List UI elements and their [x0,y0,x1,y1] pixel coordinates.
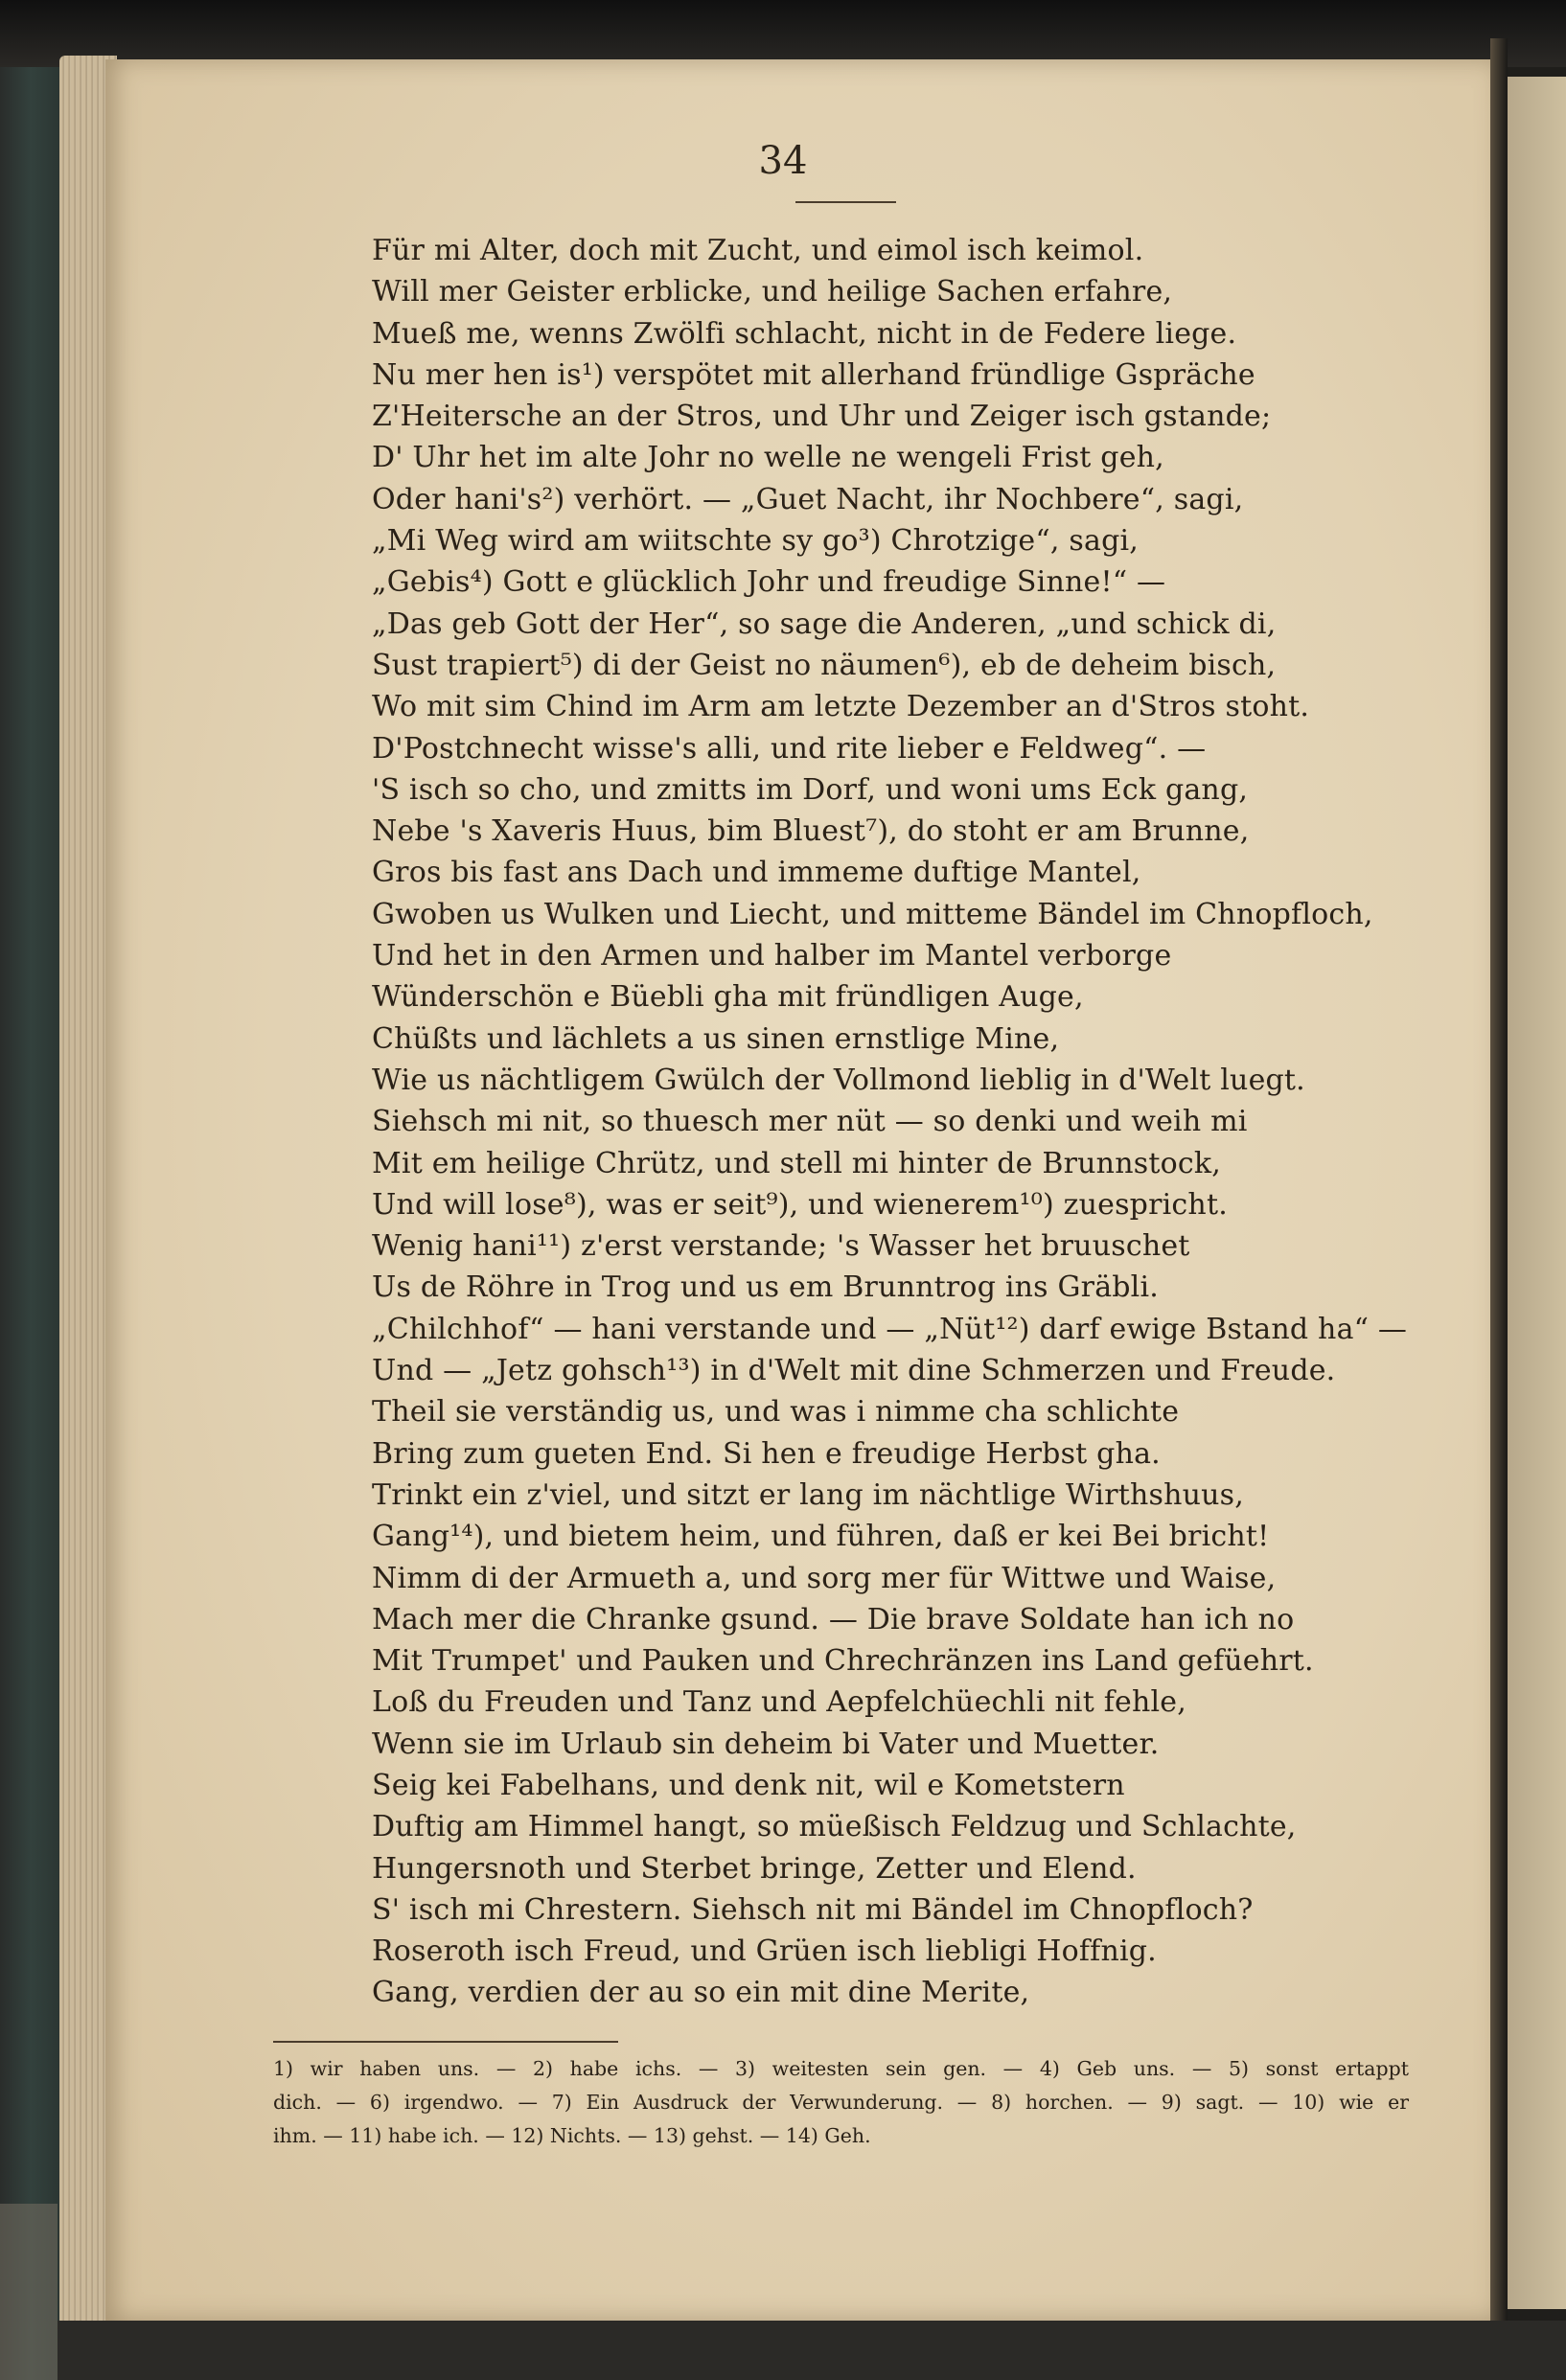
poem-line: Nimm di der Armueth a, und sorg mer für Wittwe und Waise, [372,1561,1277,1595]
poem-line: Wenn sie im Urlaub sin deheim bi Vater und Muetter. [372,1727,1160,1761]
poem-line: Nebe 's Xaveris Huus, bim Bluest⁷), do stoht er am Brunne, [372,814,1250,849]
poem-line: Hungersnoth und Sterbet bringe, Zetter und Elend. [372,1851,1137,1886]
poem-line: Wo mit sim Chind im Arm am letzte Dezember an d'Stros stoht. [372,690,1310,724]
cover-worn-corner [0,2204,58,2380]
poem-line: Oder hani's²) verhört. — „Guet Nacht, ihr Nochbere“, sagi, [372,482,1244,516]
bottom-board [58,2321,1566,2380]
poem-line: Gang, verdien der au so ein mit dine Merite, [372,1976,1030,2010]
poem-line: Mit em heilige Chrütz, und stell mi hinter de Brunnstock, [372,1146,1221,1180]
poem-line: Duftig am Himmel hangt, so müeßisch Feldzug und Schlachte, [372,1810,1297,1844]
poem-line: Sust trapiert⁵) di der Geist no näumen⁶), eb de deheim bisch, [372,648,1277,682]
poem-line: Mit Trumpet' und Pauken und Chrechränzen ins Land gefüehrt. [372,1644,1314,1679]
poem-line: Loß du Freuden und Tanz und Aepfelchüechli nit fehle, [372,1685,1186,1720]
poem-line: Siehsch mi nit, so thuesch mer nüt — so denki und weih mi [372,1105,1248,1139]
poem-line: Gwoben us Wulken und Liecht, und mitteme Bändel im Chnopfloch, [372,897,1373,931]
poem-line: Bring zum gueten End. Si hen e freudige Herbst gha. [372,1436,1161,1471]
poem-line: Wie us nächtligem Gwülch der Vollmond lieblig in d'Welt luegt. [372,1063,1305,1097]
poem-line: Und will lose⁸), was er seit⁹), und wienerem¹⁰) zuespricht. [372,1187,1228,1222]
poem-line: Mueß me, wenns Zwölfi schlacht, nicht in de Federe liege. [372,316,1237,351]
poem-line: Und het in den Armen und halber im Mantel verborge [372,939,1172,973]
poem-line: Seig kei Fabelhans, und denk nit, wil e Kometstern [372,1768,1125,1802]
poem-line: D'Postchnecht wisse's alli, und rite lieber e Feldweg“. — [372,731,1207,766]
poem-text [372,230,1445,2014]
footnote-rule [273,2041,618,2043]
poem-line: Gros bis fast ans Dach und immeme duftige Mantel, [372,856,1141,890]
footnote-line: 1) wir haben uns. — 2) habe ichs. — 3) weitesten sein gen. — 4) Geb uns. — 5) sonst ertappt [273,2057,1409,2080]
poem-line: Chüßts und lächlets a us sinen ernstlige Mine, [372,1021,1060,1056]
poem-line: „Chilchhof“ — hani verstande und — „Nüt¹²) darf ewige Bstand ha“ — [372,1312,1408,1346]
top-shadow [0,0,1566,67]
footnote-line: ihm. — 11) habe ich. — 12) Nichts. — 13) gehst. — 14) Geh. [273,2124,871,2147]
poem-line: Mach mer die Chranke gsund. — Die brave Soldate han ich no [372,1602,1295,1636]
poem-line: Theil sie verständig us, und was i nimme cha schlichte [372,1395,1180,1430]
footnotes [273,2052,1409,2153]
poem-line: „Das geb Gott der Her“, so sage die Anderen, „und schick di, [372,606,1277,641]
poem-line: Roseroth isch Freud, und Grüen isch liebligi Hoffnig. [372,1934,1157,1969]
poem-line: „Gebis⁴) Gott e glücklich Johr und freudige Sinne!“ — [372,565,1166,600]
poem-line: 'S isch so cho, und zmitts im Dorf, und woni ums Eck gang, [372,772,1249,807]
book-gutter [1490,38,1508,2347]
poem-line: Wenig hani¹¹) z'erst verstande; 's Wasser het bruuschet [372,1229,1190,1264]
poem-line: Z'Heitersche an der Stros, und Uhr und Zeiger isch gstande; [372,400,1272,434]
poem-line: Nu mer hen is¹) verspötet mit allerhand fründlige Gspräche [372,357,1255,392]
poem-line: Und — „Jetz gohsch¹³) in d'Welt mit dine Schmerzen und Freude. [372,1354,1336,1388]
poem-line: D' Uhr het im alte Johr no welle ne wengeli Frist geh, [372,441,1164,475]
poem-line: Wünderschön e Büebli gha mit fründligen Auge, [372,980,1084,1015]
poem-line: S' isch mi Chrestern. Siehsch nit mi Bändel im Chnopfloch? [372,1892,1254,1927]
poem-line: Will mer Geister erblicke, und heilige Sachen erfahre, [372,275,1173,309]
poem-line: Gang¹⁴), und bietem heim, und führen, daß er kei Bei bricht! [372,1520,1270,1554]
footnote-line: dich. — 6) irgendwo. — 7) Ein Ausdruck der Verwunderung. — 8) horchen. — 9) sagt. — 10) wie er [273,2091,1409,2114]
header-rule [795,201,896,203]
poem-line: Us de Röhre in Trog und us em Brunntrog ins Gräbli. [372,1270,1160,1305]
poem-line: Trinkt ein z'viel, und sitzt er lang im nächtlige Wirthshuus, [372,1477,1245,1512]
facing-page-edge [1508,77,1566,2309]
poem-line: „Mi Weg wird am wiitschte sy go³) Chrotzige“, sagi, [372,524,1140,559]
poem-line: Für mi Alter, doch mit Zucht, und eimol isch keimol. [372,234,1144,267]
page-number: 34 [758,139,808,183]
